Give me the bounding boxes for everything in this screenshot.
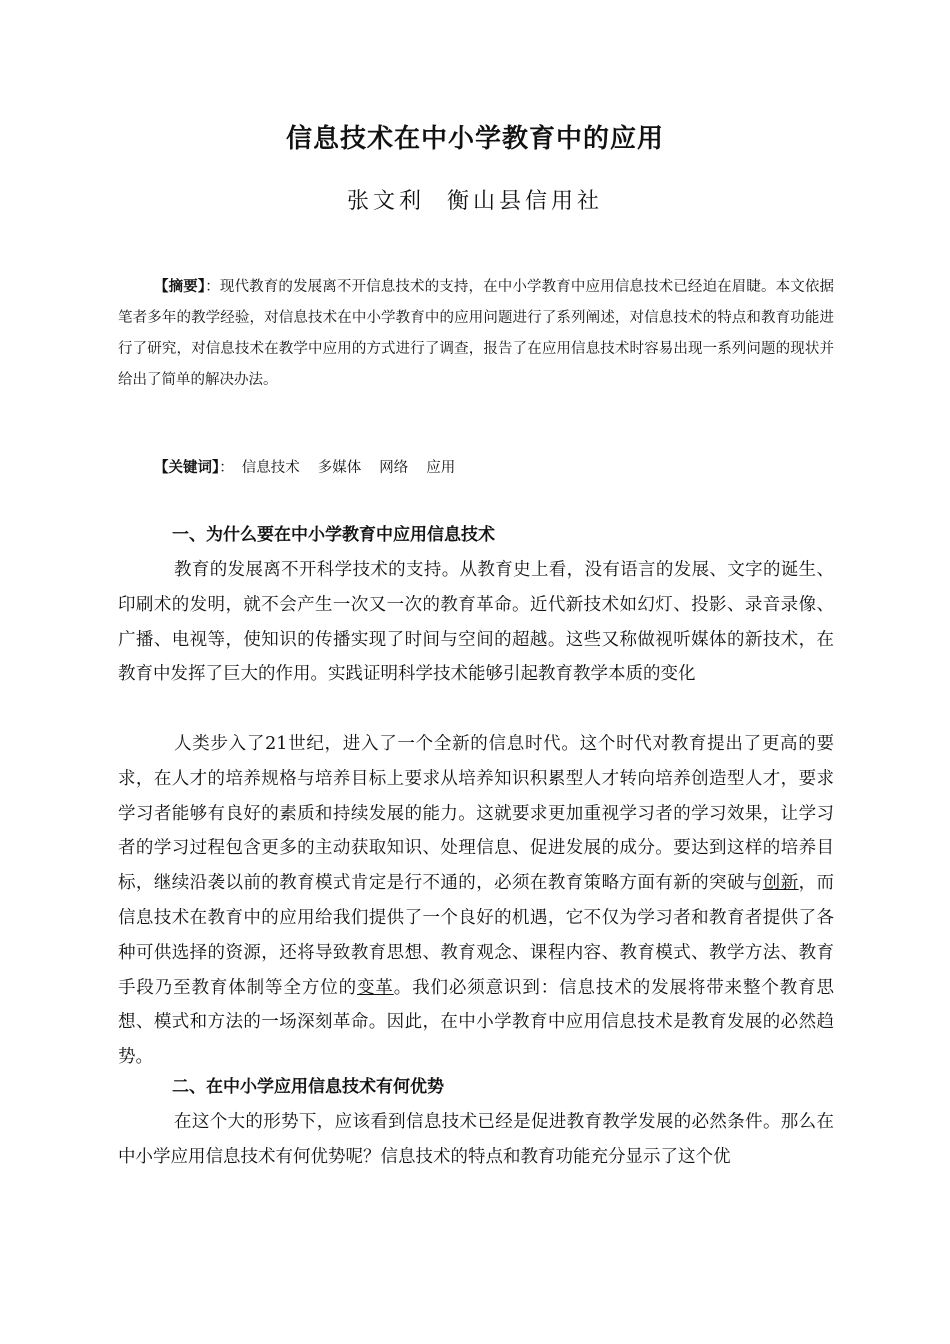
keyword-item: 信息技术 [241, 460, 300, 476]
abstract-label: 【摘要】 [154, 279, 206, 295]
paragraph-text: ，而信息技术在教育中的应用给我们提供了一个良好的机遇，它不仅为学习者和教育者提供了各种可供选择的资源，还将导致教育思想、教育观念、课程内容、教育模式、教学方法、教育手段乃至教育体制等全方位的 [118, 873, 835, 998]
section-heading-1: 一、为什么要在中小学教育中应用信息技术 [172, 525, 495, 545]
link-reform[interactable]: 变革 [356, 977, 394, 998]
keywords-label: 【关键词】 [154, 460, 220, 476]
abstract-separator: ： [205, 279, 220, 295]
section-1-paragraph-1: 教育的发展离不开科学技术的支持。从教育史上看，没有语言的发展、文字的诞生、印刷术的发明，就不会产生一次又一次的教育革命。近代新技术如幻灯、投影、录音录像、广播、电视等，使知识的传播实现了时间与空间的超越。这些又称做视听媒体的新技术，在教育中发挥了巨大的作用。实践证明科学技术能够引起教育教学本质的变化 [118, 560, 834, 685]
section-1-paragraph-2 [118, 727, 834, 1075]
section-2-paragraph-1: 在这个大的形势下，应该看到信息技术已经是促进教育教学发展的必然条件。那么在中小学应用信息技术有何优势呢？信息技术的特点和教育功能充分显示了这个优 [118, 1112, 834, 1167]
byline [0, 184, 950, 215]
author-name: 张文利 [346, 189, 425, 214]
link-innovation[interactable]: 创新 [762, 873, 799, 894]
keyword-item: 网络 [379, 460, 409, 476]
keyword-item: 多媒体 [317, 460, 362, 476]
keywords-separator: ： [219, 460, 234, 476]
abstract [118, 272, 834, 396]
section-heading-2: 二、在中小学应用信息技术有何优势 [172, 1077, 444, 1097]
abstract-text: 现代教育的发展离不开信息技术的支持，在中小学教育中应用信息技术已经迫在眉睫。本文依据笔者多年的教学经验，对信息技术在中小学教育中的应用问题进行了系列阐述，对信息技术的特点和教育功能进行了研究，对信息技术在教学中应用的方式进行了调查，报告了在应用信息技术时容易出现一系列问题的现状并给出了简单的解决办法。 [118, 279, 834, 388]
paper-title: 信息技术在中小学教育中的应用 [285, 124, 664, 154]
paragraph-text: 人类步入了21世纪，进入了一个全新的信息时代。这个时代对教育提出了更高的要求，在人才的培养规格与培养目标上要求从培养知识积累型人才转向培养创造型人才，要求学习者能够有良好的素质和持续发展的能力。这就要求更加重视学习者的学习效果，让学习者的学习过程包含更多的主动获取知识、处理信息、促进发展的成分。要达到这样的培养目标，继续沿袭以前的教育模式肯定是行不通的，必须在教育策略方面有新的突破与 [118, 734, 834, 894]
author-affiliation: 衡山县信用社 [447, 189, 604, 214]
keyword-item: 应用 [426, 460, 456, 476]
paragraph-text: 。我们必须意识到：信息技术的发展将带来整个教育思想、模式和方法的一场深刻革命。因此，在中小学教育中应用信息技术是教育发展的必然趋势。 [118, 977, 835, 1068]
keywords [154, 453, 473, 483]
